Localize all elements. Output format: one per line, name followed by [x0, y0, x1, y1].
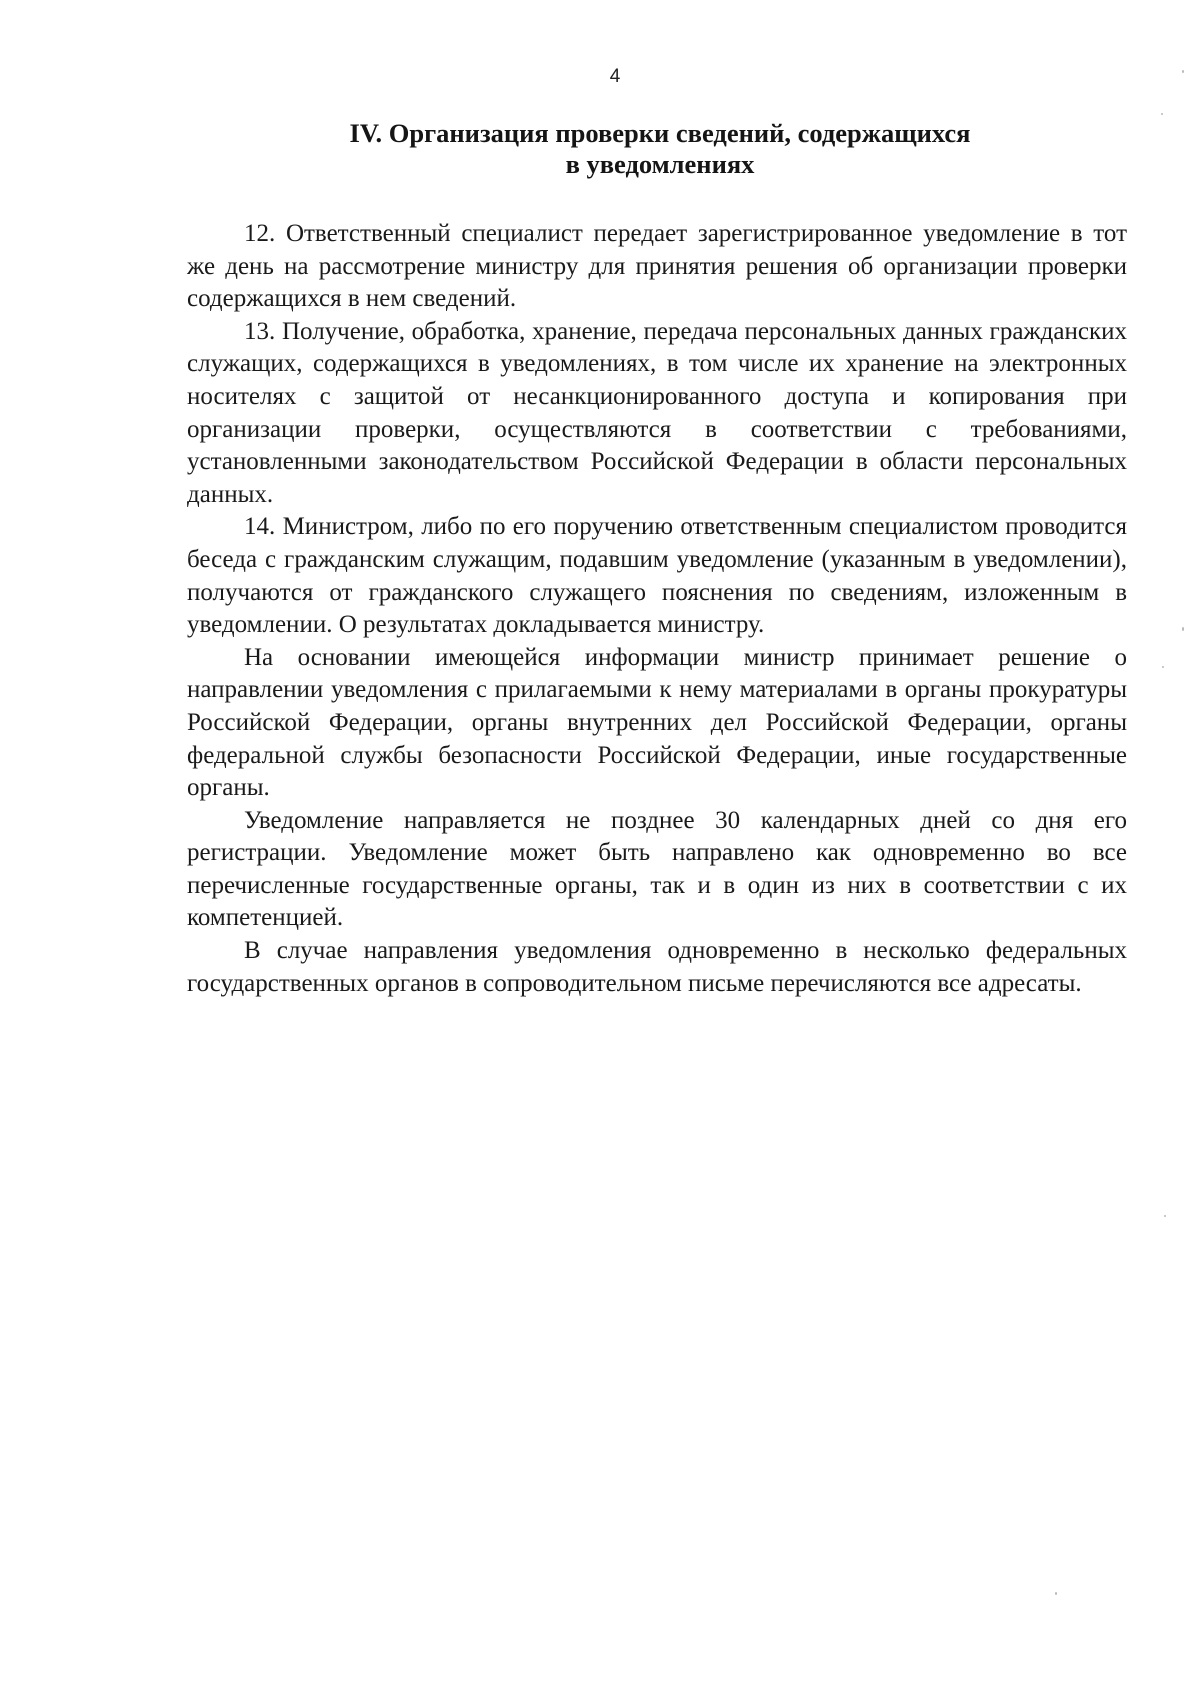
- scan-speck: [1161, 113, 1163, 115]
- scan-speck: [1055, 1592, 1057, 1595]
- paragraph-12: 12. Ответственный специалист передает зарегистрированное уведомление в тот же день на рассмотрение министру для принятия решения об организации проверки содержащихся в нем сведений.: [187, 220, 1127, 313]
- scan-speck: [1162, 666, 1164, 668]
- scan-speck: [1182, 70, 1184, 73]
- paragraph-decision: На основании имеющейся информации министр принимает решение о направлении уведомления с прилагаемыми к нему материалами в органы прокуратуры Российской Федерации, органы внутренних дел Российской Федерации, органы федеральной службы безопасности Российской Федерации, иные государственные органы.: [187, 643, 1127, 802]
- page-number: 4: [609, 66, 621, 87]
- paragraph-addressees: В случае направления уведомления одновременно в несколько федеральных государственных органов в сопроводительном письме перечисляются все адресаты.: [187, 937, 1127, 997]
- paragraph-14: 14. Министром, либо по его поручению ответственным специалистом проводится беседа с гражданским служащим, подавшим уведомление (указанным в уведомлении), получаются от гражданского служащего пояснения по сведениям, изложенным в уведомлении. О результатах докладывается министру.: [187, 513, 1127, 639]
- section-title-line-2: в уведомлениях: [565, 149, 755, 179]
- section-title: [190, 118, 1130, 180]
- section-title-line-1: IV. Организация проверки сведений, содержащихся: [349, 118, 971, 148]
- paragraph-13: 13. Получение, обработка, хранение, передача персональных данных гражданских служащих, содержащихся в уведомлениях, в том числе их хранение на электронных носителях с защитой от несанкционированного доступа и копирования при организации проверки, осуществляются в соответствии с требованиями, установленными законодательством Российской Федерации в области персональных данных.: [187, 317, 1127, 508]
- document-body: [187, 218, 1127, 1000]
- scan-speck: [1164, 1215, 1166, 1217]
- paragraph-deadline: Уведомление направляется не позднее 30 календарных дней со дня его регистрации. Уведомление может быть направлено как одновременно во все перечисленные государственные органы, так и в один из них в соответствии с их компетенцией.: [187, 806, 1127, 932]
- scan-speck: [1182, 627, 1184, 631]
